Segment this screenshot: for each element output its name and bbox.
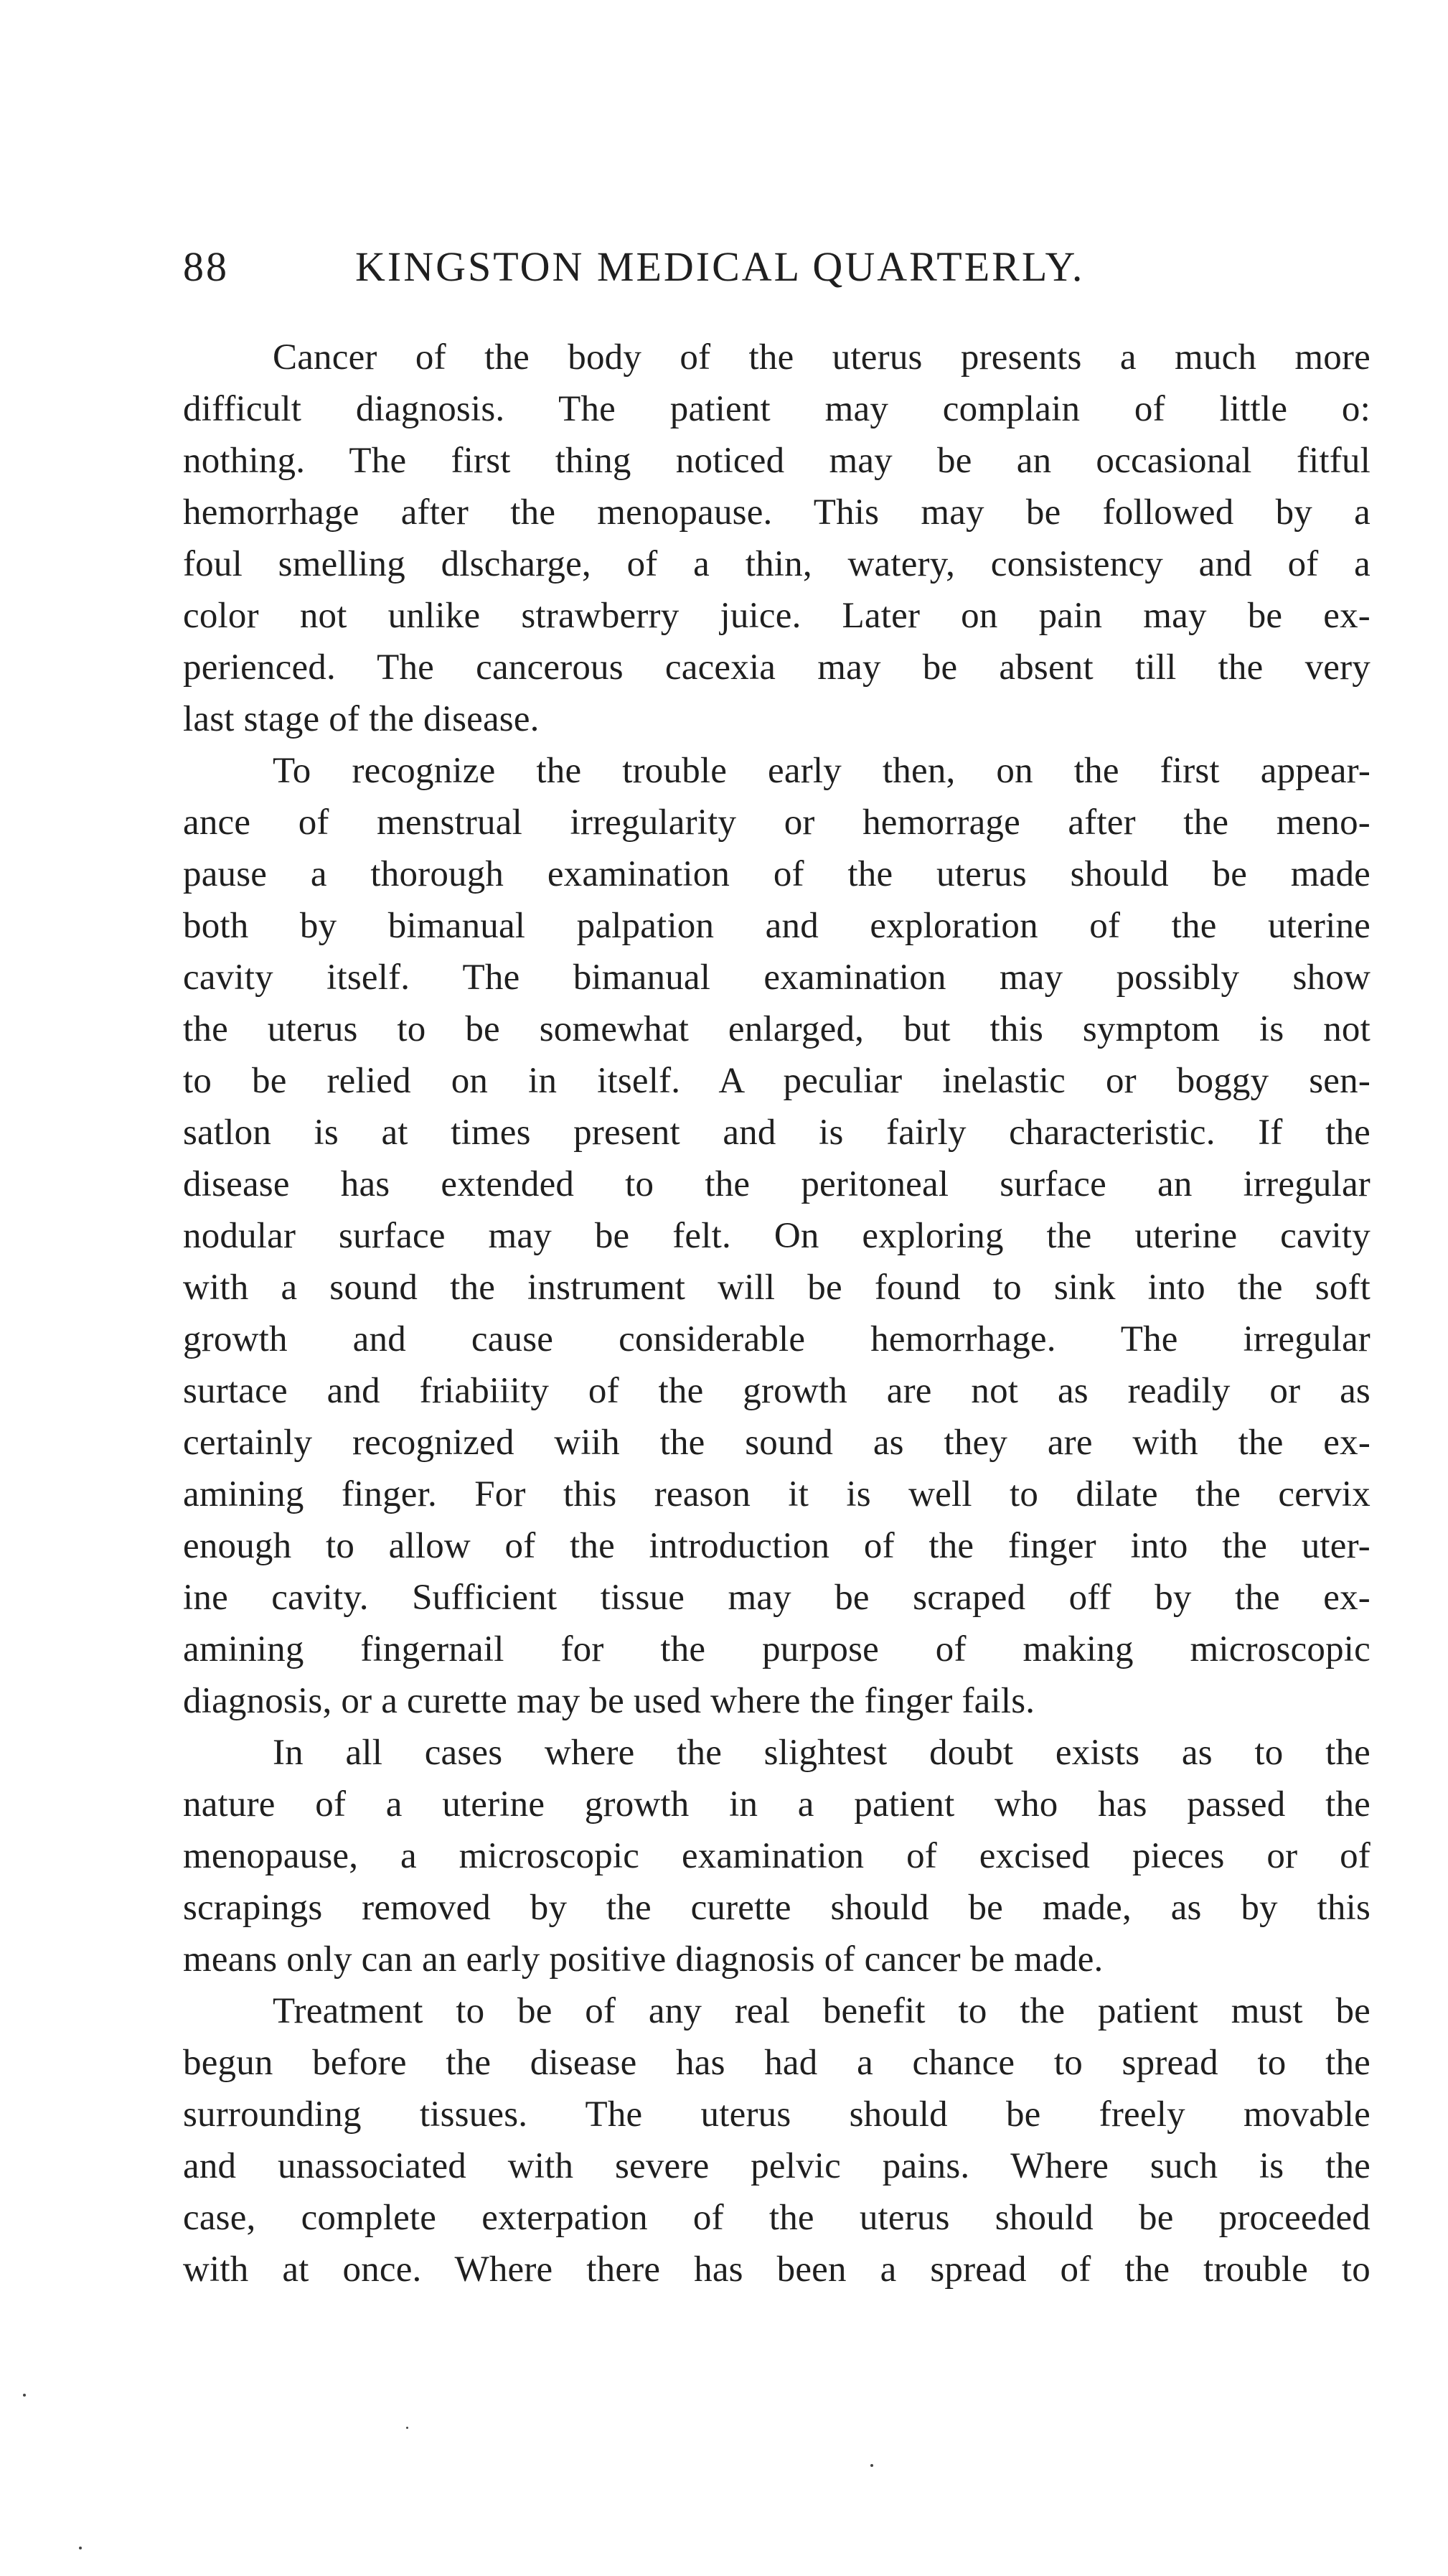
text-line: surtace and friabiiity of the growth are not as readily or as <box>183 1371 1371 1411</box>
text-line: enough to allow of the introduction of the finger into the uter- <box>183 1526 1371 1566</box>
text-line: foul smelling dlscharge, of a thin, watery, consistency and of a <box>183 544 1371 584</box>
text-line: Treatment to be of any real benefit to the patient must be <box>273 1991 1371 2031</box>
print-speck <box>870 2464 873 2467</box>
text-line: scrapings removed by the curette should be made, as by this <box>183 1888 1371 1928</box>
text-line: difficult diagnosis. The patient may complain of little o: <box>183 389 1371 429</box>
text-line: case, complete exterpation of the uterus should be proceeded <box>183 2198 1371 2238</box>
print-speck <box>406 2427 408 2429</box>
body-text <box>183 332 1371 2295</box>
page-number: 88 <box>183 243 229 290</box>
text-line: color not unlike strawberry juice. Later on pain may be ex- <box>183 596 1371 636</box>
text-line: ine cavity. Sufficient tissue may be scraped off by the ex- <box>183 1578 1371 1618</box>
text-line: and unassociated with severe pelvic pains. Where such is the <box>183 2146 1371 2186</box>
text-line: disease has extended to the peritoneal surface an irregular <box>183 1164 1371 1204</box>
text-line: the uterus to be somewhat enlarged, but this symptom is not <box>183 1009 1371 1049</box>
text-line: satlon is at times present and is fairly characteristic. If the <box>183 1113 1371 1153</box>
text-line: nodular surface may be felt. On exploring the uterine cavity <box>183 1216 1371 1256</box>
text-line: begun before the disease has had a chance to spread to the <box>183 2043 1371 2083</box>
text-line: pause a thorough examination of the uterus should be made <box>183 854 1371 894</box>
text-line: to be relied on in itself. A peculiar inelastic or boggy sen- <box>183 1061 1371 1101</box>
print-speck <box>79 2547 82 2549</box>
text-line: perienced. The cancerous cacexia may be absent till the very <box>183 647 1371 688</box>
text-line: both by bimanual palpation and exploration of the uterine <box>183 906 1371 946</box>
text-line: certainly recognized wiih the sound as they are with the ex- <box>183 1423 1371 1463</box>
text-line: hemorrhage after the menopause. This may be followed by a <box>183 492 1371 533</box>
running-title: KINGSTON MEDICAL QUARTERLY. <box>355 243 1085 290</box>
text-line: nothing. The first thing noticed may be an occasional fitful <box>183 441 1371 481</box>
text-line: Cancer of the body of the uterus presents a much more <box>273 337 1371 378</box>
text-line: amining finger. For this reason it is well to dilate the cervix <box>183 1474 1371 1514</box>
text-line: cavity itself. The bimanual examination may possibly show <box>183 957 1371 998</box>
page-header <box>183 238 1371 296</box>
text-line: menopause, a microscopic examination of excised pieces or of <box>183 1836 1371 1876</box>
text-line: ance of menstrual irregularity or hemorrage after the meno- <box>183 802 1371 843</box>
text-line: diagnosis, or a curette may be used where the finger fails. <box>183 1681 1035 1721</box>
text-line: with a sound the instrument will be found to sink into the soft <box>183 1268 1371 1308</box>
text-line: To recognize the trouble early then, on the first appear- <box>273 751 1371 791</box>
text-line: growth and cause considerable hemorrhage. The irregular <box>183 1319 1371 1359</box>
text-line: surrounding tissues. The uterus should be freely movable <box>183 2094 1371 2135</box>
text-line: In all cases where the slightest doubt exists as to the <box>273 1733 1371 1773</box>
text-line: with at once. Where there has been a spread of the trouble to <box>183 2249 1371 2290</box>
text-line: means only can an early positive diagnosis of cancer be made. <box>183 1939 1104 1980</box>
text-line: nature of a uterine growth in a patient who has passed the <box>183 1784 1371 1825</box>
print-speck <box>23 2394 26 2397</box>
text-line: last stage of the disease. <box>183 699 540 739</box>
text-line: amining fingernail for the purpose of making microscopic <box>183 1629 1371 1669</box>
